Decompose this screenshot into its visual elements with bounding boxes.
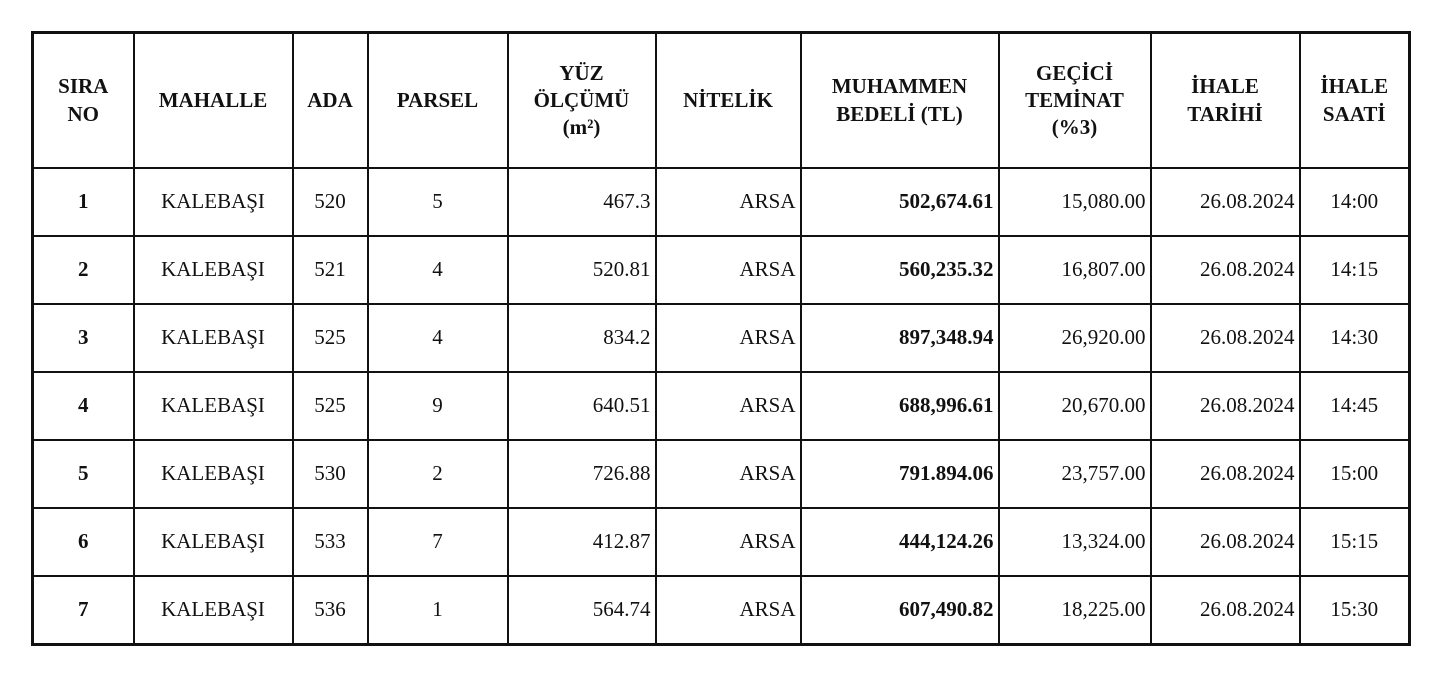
cell-parsel: 4 — [368, 304, 508, 372]
table-header — [33, 33, 1410, 169]
header-sira-no-line1: SIRA — [58, 74, 109, 99]
cell-yuz-olcumu: 520.81 — [508, 236, 656, 304]
cell-parsel: 1 — [368, 576, 508, 645]
header-ihale-tarihi-line2: TARİHİ — [1187, 101, 1263, 126]
cell-nitelik: ARSA — [656, 168, 801, 236]
cell-sira-no: 4 — [33, 372, 134, 440]
cell-parsel: 2 — [368, 440, 508, 508]
cell-ihale-tarihi: 26.08.2024 — [1151, 508, 1300, 576]
cell-ihale-tarihi: 26.08.2024 — [1151, 168, 1300, 236]
cell-ihale-tarihi: 26.08.2024 — [1151, 372, 1300, 440]
cell-gecici-teminat: 18,225.00 — [999, 576, 1151, 645]
header-ihale-tarihi — [1151, 33, 1300, 169]
cell-muhammen-bedeli: 897,348.94 — [801, 304, 999, 372]
header-yuz-olcumu-line3: (m²) — [562, 115, 601, 140]
header-gecici-teminat-line2: TEMİNAT — [1025, 87, 1124, 112]
table-row — [33, 168, 1410, 236]
cell-nitelik: ARSA — [656, 440, 801, 508]
cell-ihale-tarihi: 26.08.2024 — [1151, 576, 1300, 645]
cell-mahalle: KALEBAŞI — [134, 576, 293, 645]
header-muhammen-bedeli — [801, 33, 999, 169]
cell-nitelik: ARSA — [656, 372, 801, 440]
header-ihale-tarihi-line1: İHALE — [1191, 74, 1259, 99]
header-ihale-saati-line2: SAATİ — [1322, 101, 1386, 126]
header-mahalle — [134, 33, 293, 169]
cell-gecici-teminat: 15,080.00 — [999, 168, 1151, 236]
header-gecici-teminat-line3: (%3) — [1051, 115, 1098, 140]
cell-muhammen-bedeli: 688,996.61 — [801, 372, 999, 440]
cell-yuz-olcumu: 726.88 — [508, 440, 656, 508]
header-muhammen-bedeli-line2: BEDELİ (TL) — [836, 101, 963, 126]
cell-yuz-olcumu: 467.3 — [508, 168, 656, 236]
cell-mahalle: KALEBAŞI — [134, 304, 293, 372]
header-nitelik-line1: NİTELİK — [683, 87, 773, 112]
cell-muhammen-bedeli: 502,674.61 — [801, 168, 999, 236]
cell-parsel: 9 — [368, 372, 508, 440]
cell-gecici-teminat: 20,670.00 — [999, 372, 1151, 440]
header-yuz-olcumu-line1: YÜZ — [559, 60, 604, 85]
cell-mahalle: KALEBAŞI — [134, 168, 293, 236]
cell-nitelik: ARSA — [656, 236, 801, 304]
cell-ada: 521 — [293, 236, 368, 304]
cell-muhammen-bedeli: 444,124.26 — [801, 508, 999, 576]
cell-gecici-teminat: 13,324.00 — [999, 508, 1151, 576]
cell-ihale-saati: 15:00 — [1300, 440, 1410, 508]
cell-ihale-saati: 15:30 — [1300, 576, 1410, 645]
header-parsel-line1: PARSEL — [396, 87, 479, 112]
header-nitelik — [656, 33, 801, 169]
header-mahalle-line1: MAHALLE — [158, 87, 268, 112]
cell-ada: 520 — [293, 168, 368, 236]
auction-table — [31, 31, 1411, 646]
header-ada — [293, 33, 368, 169]
cell-nitelik: ARSA — [656, 304, 801, 372]
cell-sira-no: 6 — [33, 508, 134, 576]
header-gecici-teminat-line1: GEÇİCİ — [1035, 60, 1114, 85]
cell-yuz-olcumu: 412.87 — [508, 508, 656, 576]
table-row — [33, 236, 1410, 304]
table-body — [33, 168, 1410, 645]
cell-gecici-teminat: 26,920.00 — [999, 304, 1151, 372]
cell-gecici-teminat: 16,807.00 — [999, 236, 1151, 304]
cell-ada: 533 — [293, 508, 368, 576]
cell-sira-no: 3 — [33, 304, 134, 372]
header-gecici-teminat — [999, 33, 1151, 169]
cell-gecici-teminat: 23,757.00 — [999, 440, 1151, 508]
cell-sira-no: 2 — [33, 236, 134, 304]
cell-ada: 525 — [293, 304, 368, 372]
cell-muhammen-bedeli: 791.894.06 — [801, 440, 999, 508]
cell-nitelik: ARSA — [656, 508, 801, 576]
cell-ihale-saati: 14:30 — [1300, 304, 1410, 372]
cell-yuz-olcumu: 564.74 — [508, 576, 656, 645]
cell-mahalle: KALEBAŞI — [134, 372, 293, 440]
cell-ihale-tarihi: 26.08.2024 — [1151, 236, 1300, 304]
cell-ada: 536 — [293, 576, 368, 645]
cell-muhammen-bedeli: 560,235.32 — [801, 236, 999, 304]
cell-mahalle: KALEBAŞI — [134, 440, 293, 508]
header-yuz-olcumu — [508, 33, 656, 169]
header-sira-no — [33, 33, 134, 169]
cell-ihale-saati: 14:45 — [1300, 372, 1410, 440]
cell-parsel: 5 — [368, 168, 508, 236]
cell-ihale-saati: 14:15 — [1300, 236, 1410, 304]
cell-sira-no: 5 — [33, 440, 134, 508]
cell-parsel: 4 — [368, 236, 508, 304]
cell-ihale-tarihi: 26.08.2024 — [1151, 440, 1300, 508]
header-muhammen-bedeli-line1: MUHAMMEN — [831, 74, 968, 99]
header-parsel — [368, 33, 508, 169]
header-yuz-olcumu-line2: ÖLÇÜMÜ — [533, 87, 630, 112]
cell-mahalle: KALEBAŞI — [134, 508, 293, 576]
table-row — [33, 304, 1410, 372]
cell-sira-no: 1 — [33, 168, 134, 236]
cell-yuz-olcumu: 640.51 — [508, 372, 656, 440]
cell-ada: 525 — [293, 372, 368, 440]
table-row — [33, 440, 1410, 508]
cell-ihale-saati: 14:00 — [1300, 168, 1410, 236]
cell-mahalle: KALEBAŞI — [134, 236, 293, 304]
header-row — [33, 33, 1410, 169]
cell-ihale-tarihi: 26.08.2024 — [1151, 304, 1300, 372]
header-sira-no-line2: NO — [67, 101, 99, 126]
table-row — [33, 372, 1410, 440]
table-row — [33, 508, 1410, 576]
header-ihale-saati-line1: İHALE — [1320, 74, 1389, 99]
cell-sira-no: 7 — [33, 576, 134, 645]
table-row — [33, 576, 1410, 645]
header-ada-line1: ADA — [307, 87, 353, 112]
cell-nitelik: ARSA — [656, 576, 801, 645]
cell-parsel: 7 — [368, 508, 508, 576]
cell-ada: 530 — [293, 440, 368, 508]
header-ihale-saati — [1300, 33, 1410, 169]
cell-yuz-olcumu: 834.2 — [508, 304, 656, 372]
cell-muhammen-bedeli: 607,490.82 — [801, 576, 999, 645]
cell-ihale-saati: 15:15 — [1300, 508, 1410, 576]
